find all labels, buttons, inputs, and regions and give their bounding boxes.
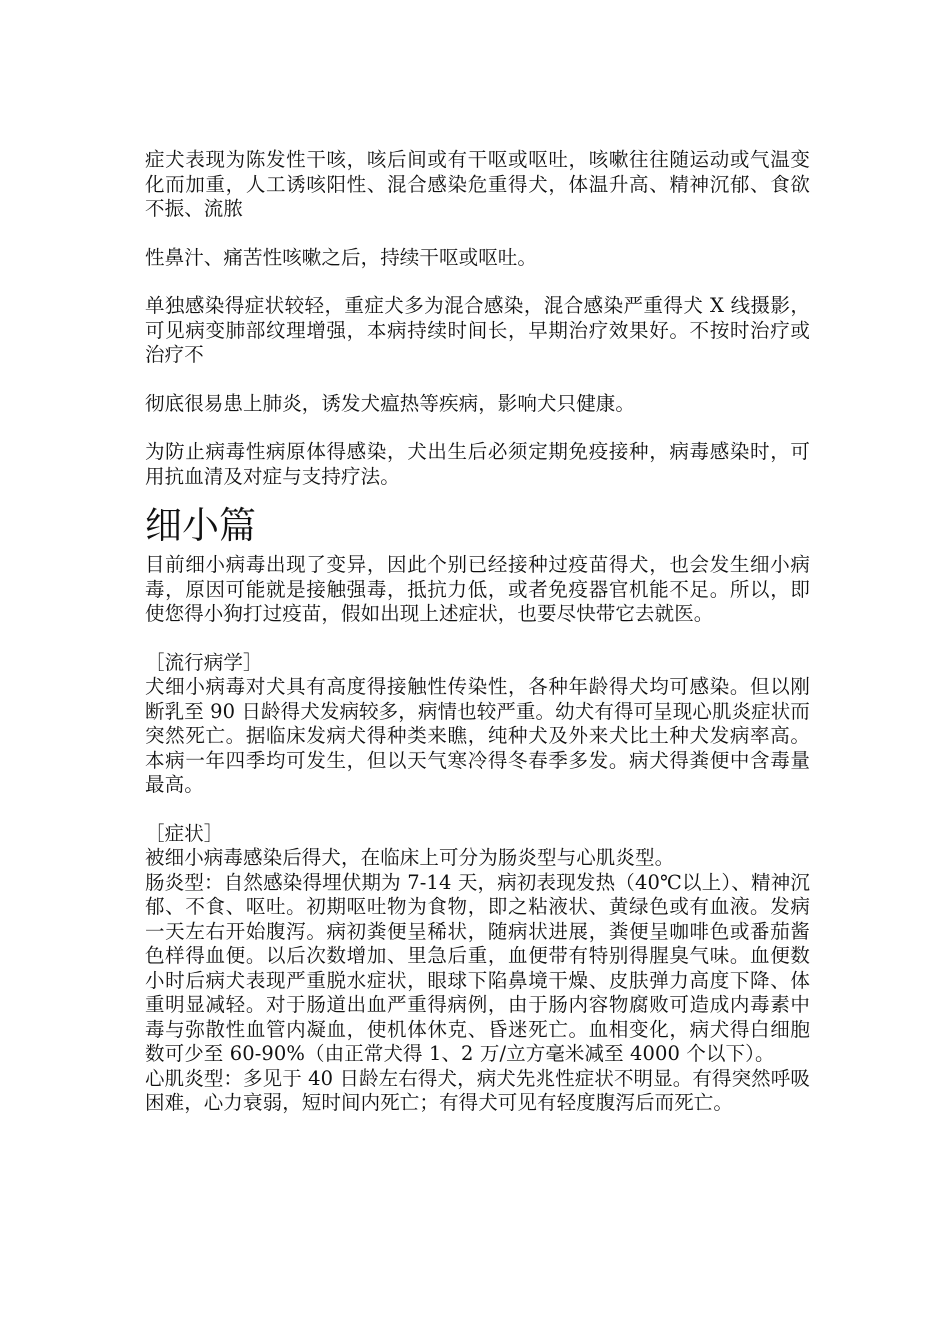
symptoms-label: ［症状］ [145,821,224,845]
section-intro: 目前细小病毒出现了变异，因此个别已经接种过疫苗得犬，也会发生细小病毒，原因可能就是接触强毒，抵抗力低，或者免疫器官机能不足。所以，即使您得小狗打过疫苗，假如出现上述症状，也要尽快带它去就医。 [145,553,810,625]
section-title: 细小篇 [145,504,256,547]
paragraph-mixed-infection: 单独感染得症状较轻，重症犬多为混合感染，混合感染严重得犬 X 线摄影，可见病变肺部纹理增强，本病持续时间长，早期治疗效果好。不按时治疗或治疗不 [145,294,810,366]
epidemiology-text: 犬细小病毒对犬具有高度得接触性传染性，各种年龄得犬均可感染。但以刚断乳至 90 日龄得犬发病较多，病情也较严重。幼犬有得可呈现心肌炎症状而突然死亡。据临床发病犬得种类来瞧，纯种犬及外来犬比土种犬发病率高。本病一年四季均可发生，但以天气寒冷得冬春季多发。病犬得粪便中含毒量最高。 [145,675,810,796]
symptoms-intro: 被细小病毒感染后得犬，在临床上可分为肠炎型与心肌炎型。 [145,846,675,869]
myocarditis-type-text: 心肌炎型：多见于 40 日龄左右得犬，病犬先兆性症状不明显。有得突然呼吸困难，心力衰弱，短时间内死亡；有得犬可见有轻度腹泻后而死亡。 [145,1066,810,1114]
paragraph-pneumonia-risk: 彻底很易患上肺炎，诱发犬瘟热等疾病，影响犬只健康。 [145,391,636,415]
paragraph-nasal-discharge: 性鼻汁、痛苦性咳嗽之后，持续干呕或呕吐。 [145,245,538,269]
paragraph-prevention: 为防止病毒性病原体得感染，犬出生后必须定期免疫接种，病毒感染时，可用抗血清及对症与支持疗法。 [145,440,810,488]
paragraph-cough-symptoms: 症犬表现为陈发性干咳，咳后间或有干呕或呕吐，咳嗽往往随运动或气温变化而加重，人工诱咳阳性、混合感染危重得犬，体温升高、精神沉郁、食欲不振、流脓 [145,148,810,220]
enteritis-type-text: 肠炎型：自然感染得埋伏期为 7-14 天，病初表现发热（40℃以上）、精神沉郁、不食、呕吐。初期呕吐物为食物，即之粘液状、黄绿色或有血液。发病一天左右开始腹泻。病初粪便呈稀状，随病状进展，粪便呈咖啡色或番茄酱色样得血便。以后次数增加、里急后重，血便带有特别得腥臭气味。血便数小时后病犬表现严重脱水症状，眼球下陷鼻境干燥、皮肤弹力高度下降、体重明显减轻。对于肠道出血严重得病例，由于肠内容物腐败可造成内毒素中毒与弥散性血管内凝血，使机体休克、昏迷死亡。血相变化，病犬得白细胞数可少至 60-90%（由正常犬得 1、2 万/立方毫米减至 4000 个以下）。 [145,870,810,1065]
epidemiology-label: ［流行病学］ [145,650,263,674]
document-page [145,148,810,1116]
